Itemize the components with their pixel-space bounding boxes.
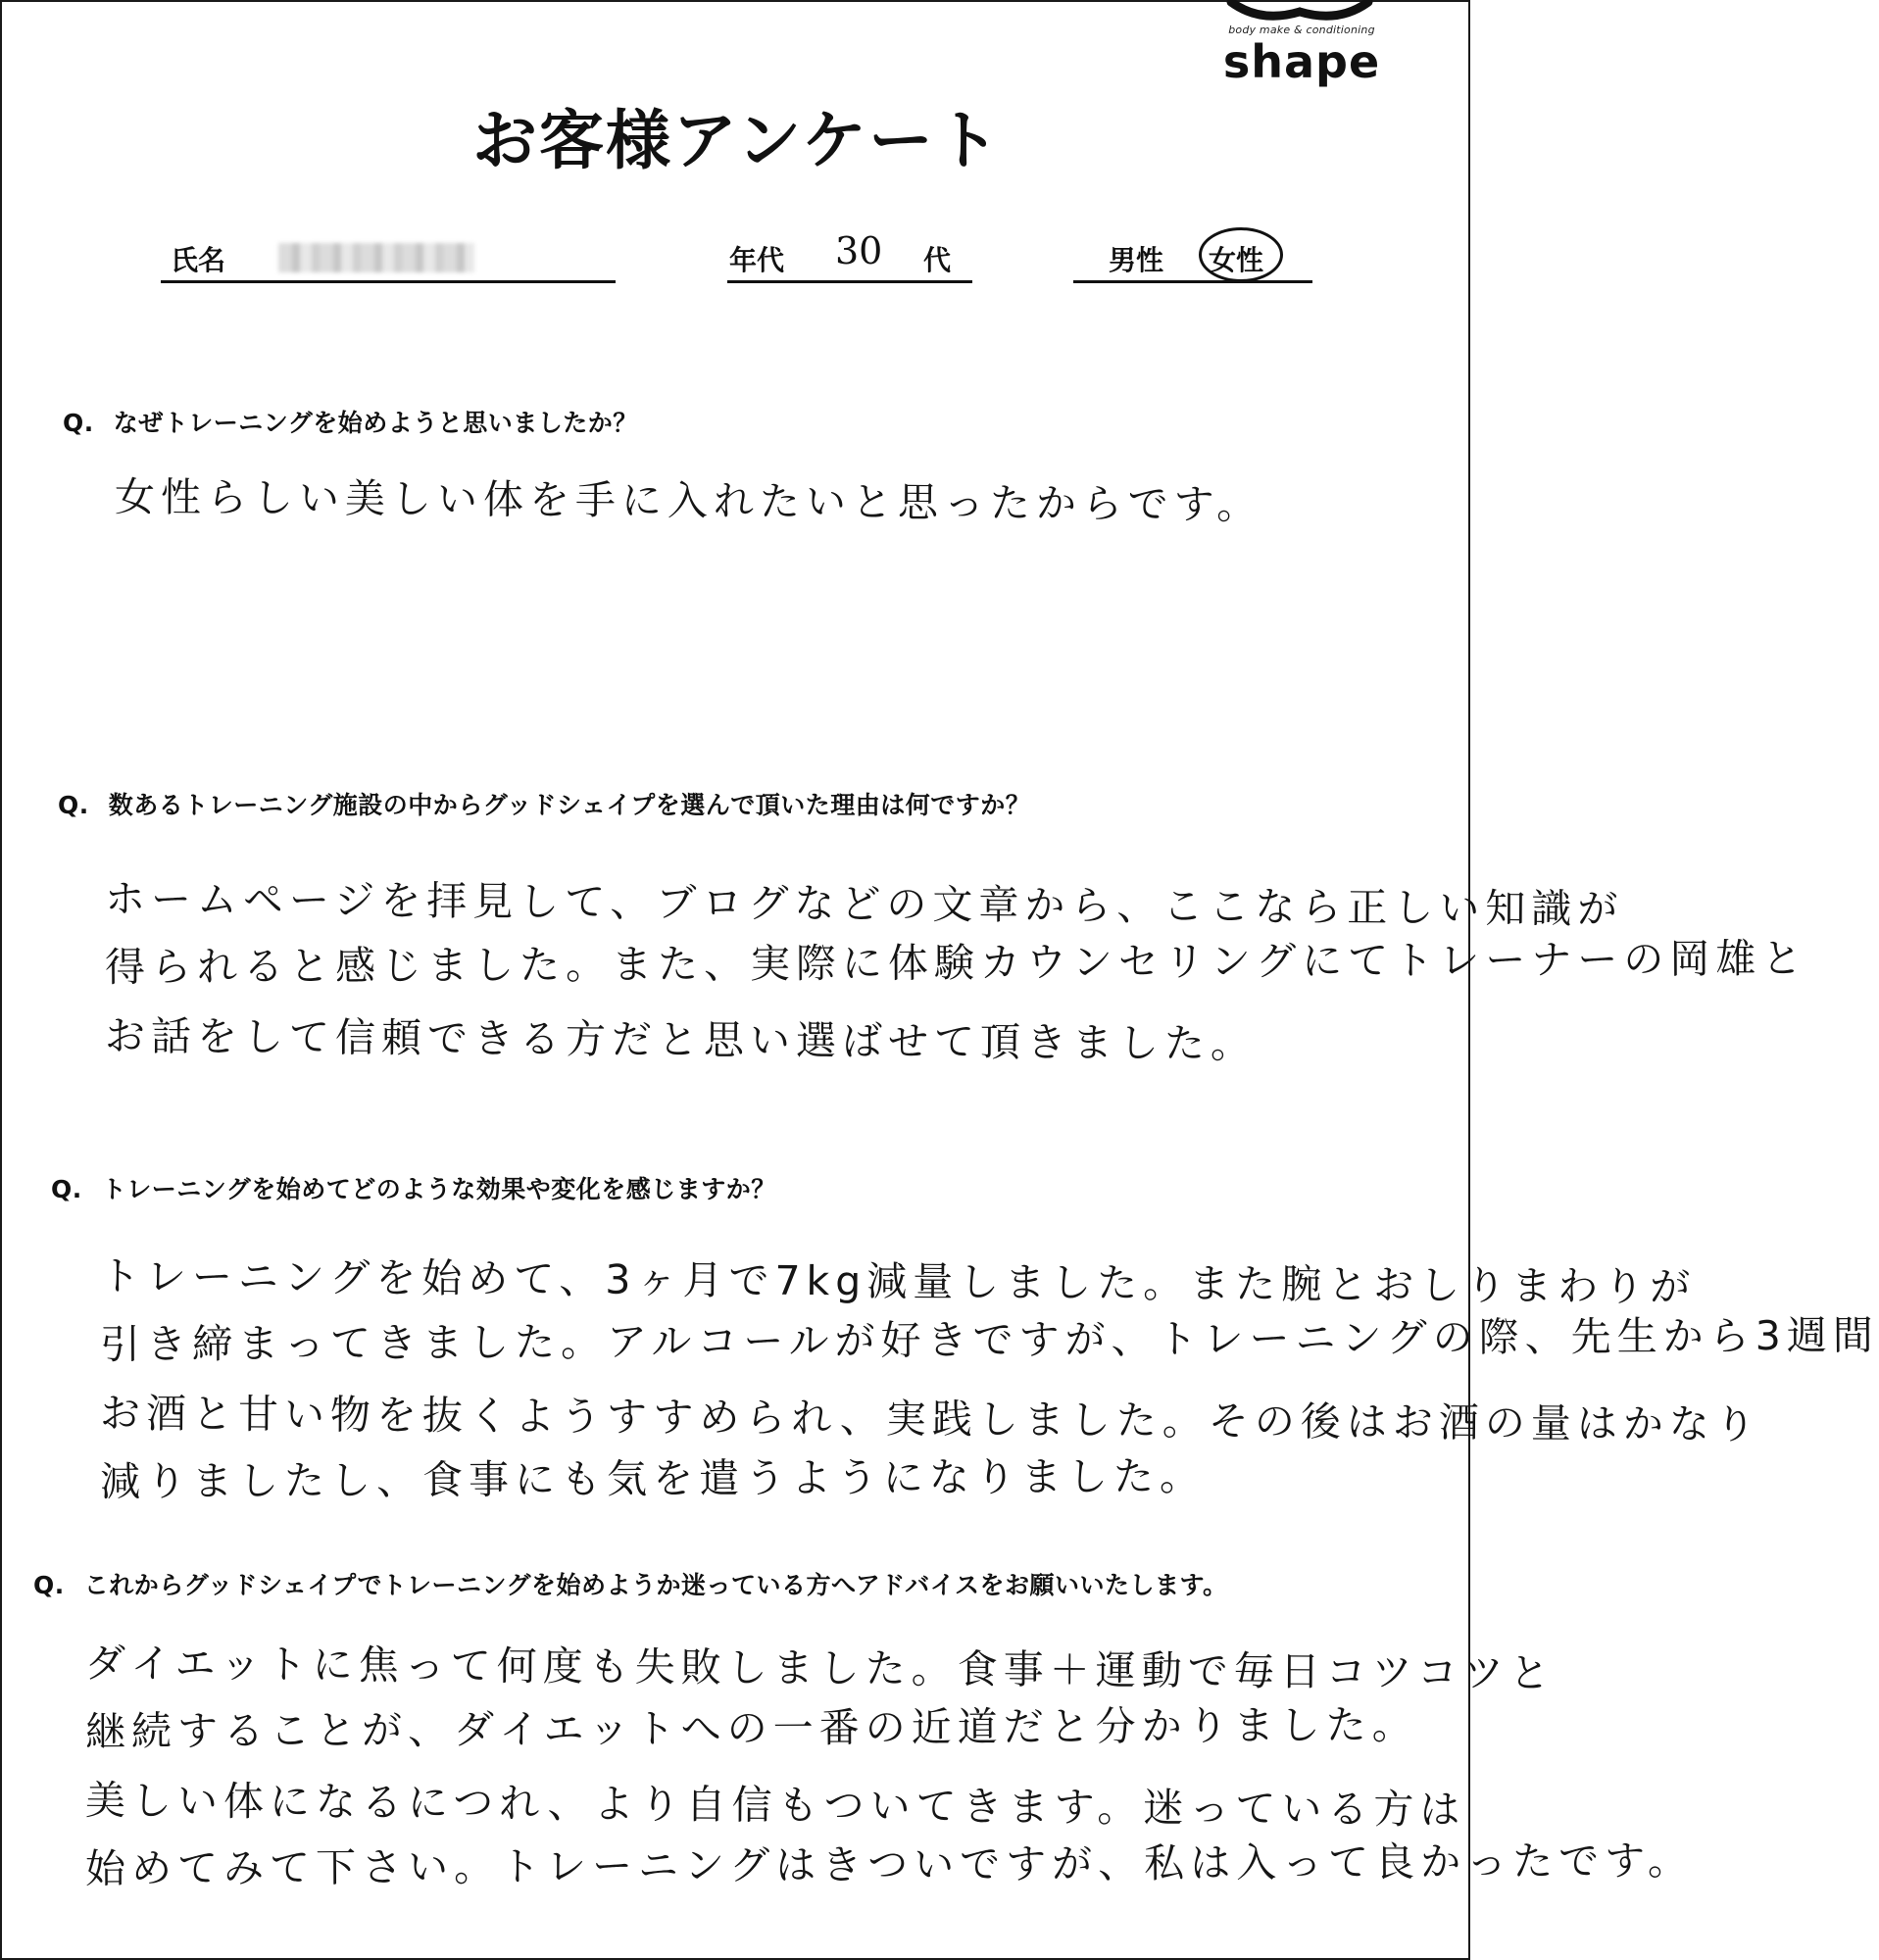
answer-line: 始めてみて下さい。トレーニングはきついですが、私は入って良かったです。 — [84, 1837, 1695, 1892]
gender-selected-circle — [1199, 227, 1283, 282]
question-text: なぜトレーニングを始めようと思いましたか？ — [113, 409, 638, 437]
logo-tagline: body make & conditioning — [1228, 24, 1375, 36]
answer-3 — [100, 1242, 1879, 1516]
answer-line: ホームページを拝見して、ブログなどの文章から、ここなら正しい知識が — [104, 875, 1624, 933]
gender-field — [1073, 225, 1312, 283]
answer-line: 引き締まってきました。アルコールが好きですが、トレーニングの際、先生から3週間 — [99, 1311, 1879, 1368]
answer-2 — [105, 864, 1807, 1070]
question-4 — [33, 1566, 1228, 1601]
answer-line: 継続することが、ダイエットへの一番の近道だと分かりました。 — [84, 1700, 1418, 1755]
question-text: これからグッドシェイプでトレーニングを始めようか迷っている方へアドバイスをお願いいたします。 — [83, 1571, 1228, 1599]
answer-line: 得られると感じました。また、実際に体験カウンセリングにてトレーナーの岡雄と — [104, 934, 1808, 991]
logo-wordmark: shape — [1222, 35, 1381, 88]
answer-line: ダイエットに焦って何度も失敗しました。食事＋運動で毎日コツコツと — [84, 1640, 1557, 1697]
name-label: 氏名 — [171, 244, 226, 276]
question-mark: Q. — [63, 409, 94, 437]
question-mark: Q. — [51, 1175, 82, 1203]
good-shape-logo — [1204, 2, 1400, 95]
question-1 — [63, 404, 638, 439]
name-field — [161, 225, 616, 283]
page-title: お客様アンケート — [471, 103, 1003, 178]
answer-line: トレーニングを始めて、3ヶ月で7kg減量しました。また腕とおしりまわりが — [99, 1252, 1697, 1311]
gender-option-female: 女性 — [1209, 244, 1264, 276]
answer-line: お話をして信頼できる方だと思い選ばせて頂きました。 — [104, 1012, 1258, 1068]
answer-4 — [85, 1629, 1694, 1903]
name-redacted — [278, 243, 474, 272]
answer-1 — [115, 463, 1262, 531]
question-2 — [58, 786, 1030, 821]
answer-line: 美しい体になるにつれ、より自信もついてきます。迷っている方は — [84, 1777, 1466, 1834]
logo-mark-icon — [1221, 0, 1378, 22]
answer-line: 減りましたし、食事にも気を遣うようになりました。 — [99, 1452, 1207, 1505]
question-mark: Q. — [58, 791, 89, 819]
age-value: 30 — [835, 229, 883, 272]
gender-option-male: 男性 — [1109, 244, 1164, 276]
question-3 — [51, 1170, 776, 1205]
age-suffix: 代 — [923, 244, 952, 276]
question-text: トレーニングを始めてどのような効果や変化を感じますか？ — [101, 1175, 776, 1203]
answer-line: お酒と甘い物を抜くようすすめられ、実践しました。その後はお酒の量はかなり — [99, 1390, 1762, 1448]
answer-line: 女性らしい美しい体を手に入れたいと思ったからです。 — [114, 473, 1263, 529]
question-text: 数あるトレーニング施設の中からグッドシェイプを選んで頂いた理由は何ですか？ — [108, 791, 1031, 819]
age-field — [727, 225, 972, 283]
age-label: 年代 — [729, 244, 785, 276]
question-mark: Q. — [33, 1571, 65, 1599]
